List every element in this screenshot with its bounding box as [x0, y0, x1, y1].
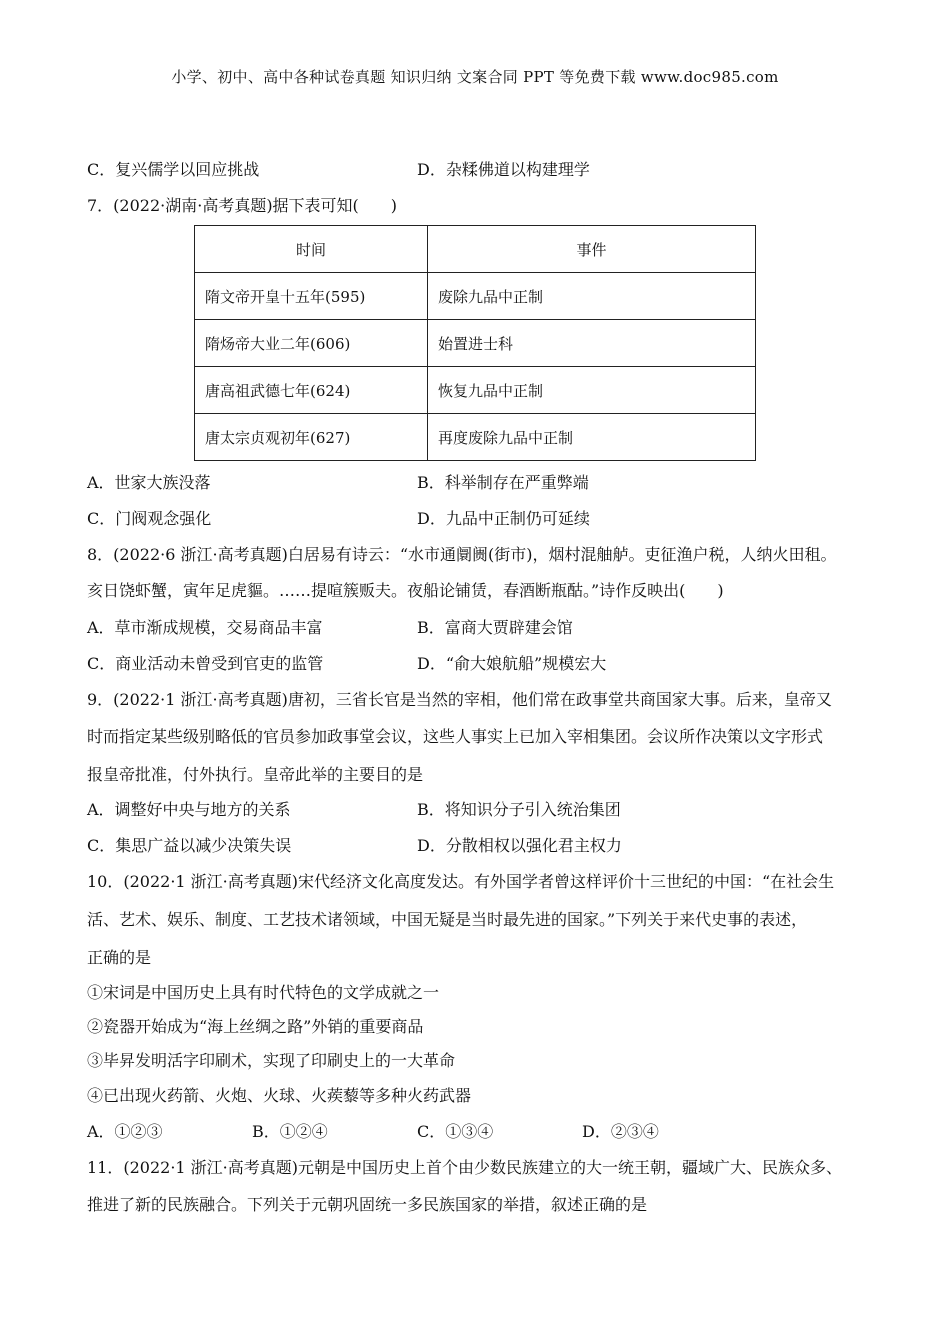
q9-option-d[interactable]: D．分散相权以强化君主权力 [417, 836, 622, 855]
q9-option-c[interactable]: C．集思广益以减少决策失误 [87, 836, 292, 855]
q6-option-c[interactable]: C．复兴儒学以回应挑战 [87, 160, 260, 179]
q7-option-b[interactable]: B．科举制存在严重弊端 [417, 473, 589, 492]
q8-option-a[interactable]: A．草市渐成规模，交易商品丰富 [87, 618, 323, 637]
list-item: ①宋词是中国历史上具有时代特色的文学成就之一 [87, 983, 440, 1002]
q9-option-b[interactable]: B．将知识分子引入统治集团 [417, 800, 621, 819]
table-cell-time: 隋炀帝大业二年(606) [195, 320, 428, 367]
q7-table [194, 225, 756, 461]
q8-option-c[interactable]: C．商业活动未曾受到官吏的监管 [87, 654, 324, 673]
q6-option-d[interactable]: D．杂糅佛道以构建理学 [417, 160, 590, 179]
table-row [195, 273, 756, 320]
table-header-event: 事件 [428, 226, 756, 273]
list-item: ②瓷器开始成为“海上丝绸之路”外销的重要商品 [87, 1017, 424, 1036]
q10-stem-line-1: 10．(2022·1 浙江·高考真题)宋代经济文化高度发达。有外国学者曾这样评价十三世纪的中国：“在社会生 [87, 872, 835, 891]
q7-option-a[interactable]: A．世家大族没落 [87, 473, 211, 492]
q8-option-b[interactable]: B．富商大贾辟建会馆 [417, 618, 573, 637]
q11-stem-line-2: 推进了新的民族融合。下列关于元朝巩固统一多民族国家的举措，叙述正确的是 [87, 1195, 648, 1214]
list-item: ④已出现火药箭、火炮、火球、火蒺藜等多种火药武器 [87, 1086, 472, 1105]
table-cell-event: 废除九品中正制 [428, 273, 756, 320]
q11-stem-line-1: 11．(2022·1 浙江·高考真题)元朝是中国历史上首个由少数民族建立的大一统王朝，疆域广大、民族众多、 [87, 1158, 843, 1177]
q10-option-b[interactable]: B．①②④ [252, 1122, 328, 1141]
q10-option-d[interactable]: D．②③④ [582, 1122, 659, 1141]
q8-stem-line-2: 亥日饶虾蟹，寅年足虎貙。……提喧簇贩夫。夜船论铺赁，春酒断瓶酤。”诗作反映出( ) [87, 581, 724, 600]
q10-option-c[interactable]: C．①③④ [417, 1122, 494, 1141]
table-header-time: 时间 [195, 226, 428, 273]
q9-stem-line-3: 报皇帝批准，付外执行。皇帝此举的主要目的是 [87, 765, 424, 784]
list-item: ③毕昇发明活字印刷术，实现了印刷史上的一大革命 [87, 1051, 456, 1070]
table-row [195, 367, 756, 414]
q10-stem-line-3: 正确的是 [87, 948, 152, 967]
page-header: 小学、初中、高中各种试卷真题 知识归纳 文案合同 PPT 等免费下载 www.doc985.com [171, 68, 779, 86]
q8-option-d[interactable]: D．“俞大娘航船”规模宏大 [417, 654, 607, 673]
table-cell-time: 唐太宗贞观初年(627) [195, 414, 428, 461]
q7-option-c[interactable]: C．门阀观念强化 [87, 509, 212, 528]
q10-option-a[interactable]: A．①②③ [87, 1122, 163, 1141]
table-cell-time: 隋文帝开皇十五年(595) [195, 273, 428, 320]
q9-stem-line-1: 9．(2022·1 浙江·高考真题)唐初，三省长官是当然的宰相，他们常在政事堂共商国家大事。后来，皇帝又 [87, 690, 832, 709]
table-header-row [195, 226, 756, 273]
q8-stem-line-1: 8．(2022·6 浙江·高考真题)白居易有诗云：“水市通阛阓(街市)，烟村混舳舻。吏征渔户税，人纳火田租。 [87, 545, 837, 564]
table-row [195, 414, 756, 461]
q9-stem-line-2: 时而指定某些级别略低的官员参加政事堂会议，这些人事实上已加入宰相集团。会议所作决策以文字形式 [87, 727, 824, 746]
table-cell-time: 唐高祖武德七年(624) [195, 367, 428, 414]
table-cell-event: 始置进士科 [428, 320, 756, 367]
table-cell-event: 再度废除九品中正制 [428, 414, 756, 461]
q10-stem-line-2: 活、艺术、娱乐、制度、工艺技术诸领域，中国无疑是当时最先进的国家。”下列关于来代史事的表述， [87, 910, 808, 929]
q7-stem: 7．(2022·湖南·高考真题)据下表可知( ) [87, 196, 398, 215]
q9-option-a[interactable]: A．调整好中央与地方的关系 [87, 800, 291, 819]
q7-option-d[interactable]: D．九品中正制仍可延续 [417, 509, 590, 528]
table-row [195, 320, 756, 367]
table-cell-event: 恢复九品中正制 [428, 367, 756, 414]
